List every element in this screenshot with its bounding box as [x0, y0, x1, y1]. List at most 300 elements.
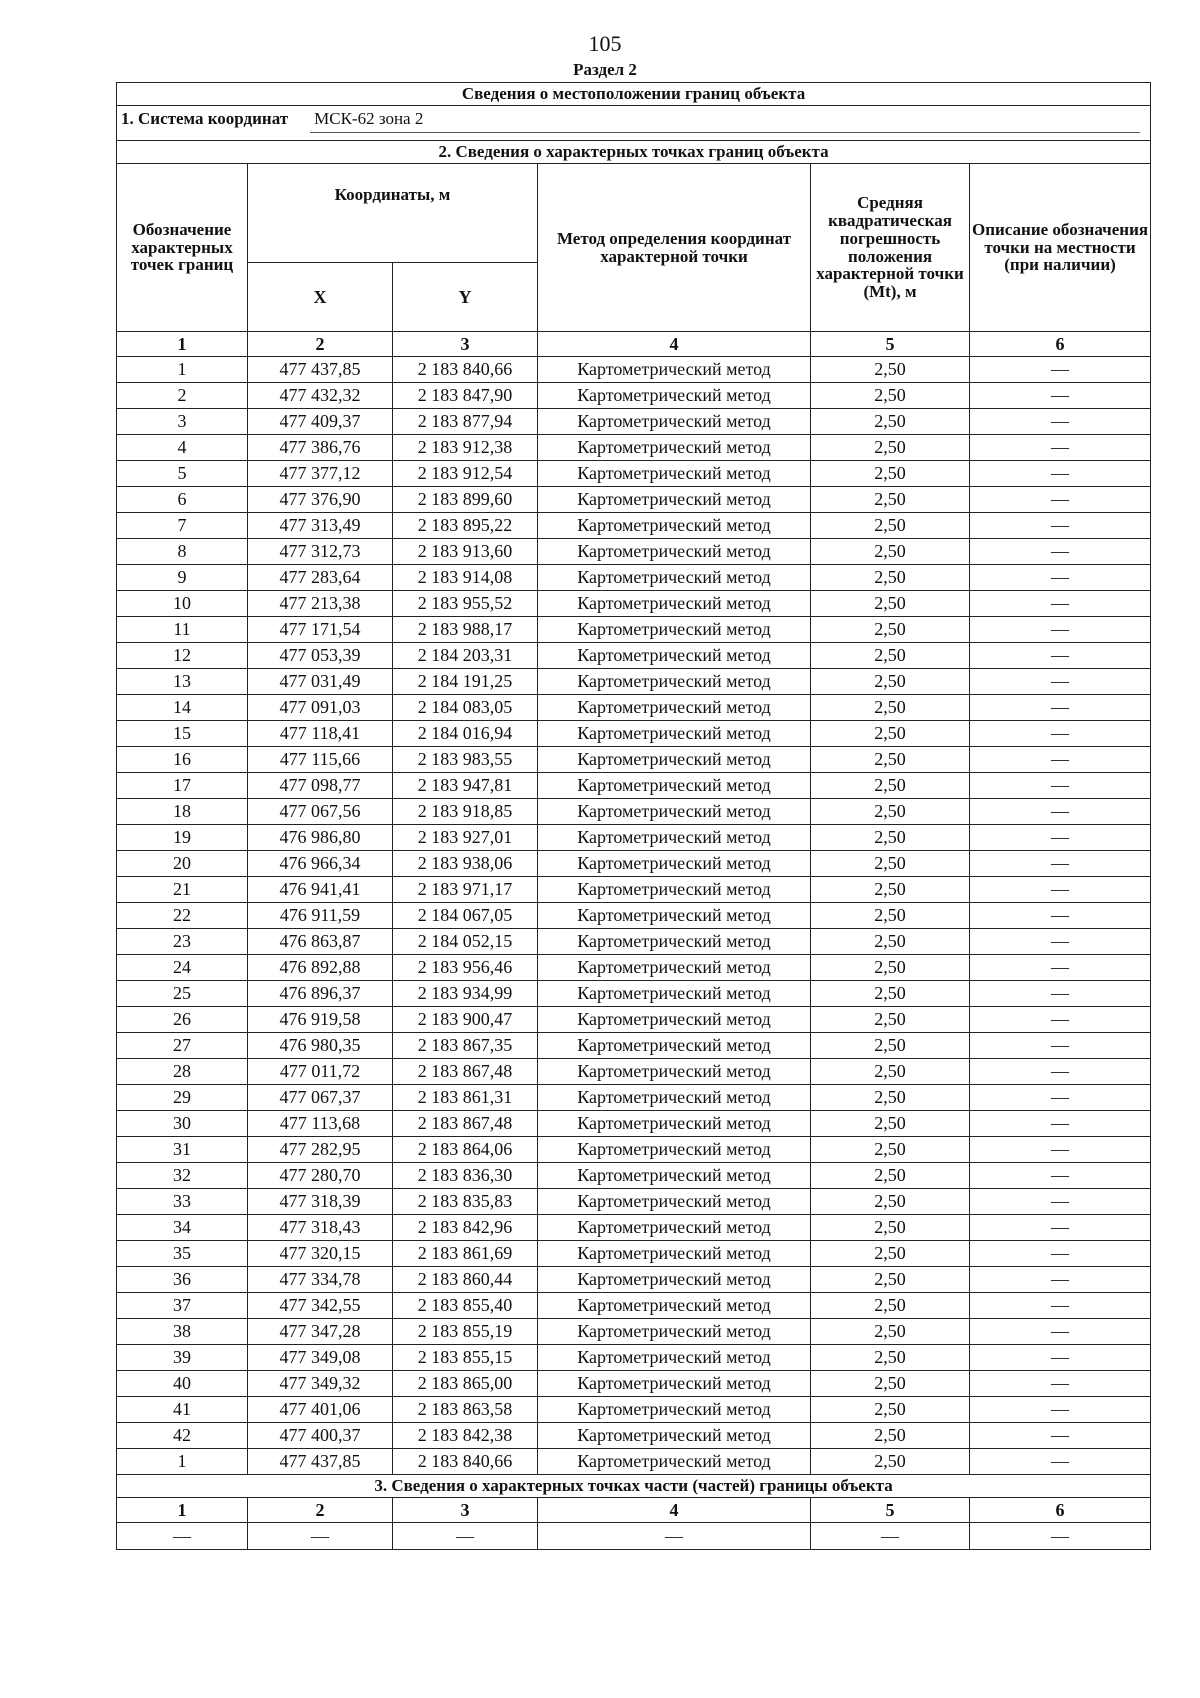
method-cell: Картометрический метод — [538, 435, 811, 461]
point-number-cell: 6 — [117, 487, 248, 513]
y-coordinate-cell: 2 183 836,30 — [393, 1163, 538, 1189]
method-cell: Картометрический метод — [538, 487, 811, 513]
description-cell: — — [970, 877, 1151, 903]
accuracy-cell: 2,50 — [811, 955, 970, 981]
accuracy-cell: 2,50 — [811, 1007, 970, 1033]
description-cell: — — [970, 981, 1151, 1007]
description-cell: — — [970, 383, 1151, 409]
description-cell: — — [970, 1267, 1151, 1293]
table-row — [117, 1137, 1151, 1163]
table-row — [117, 513, 1151, 539]
x-coordinate-cell: 477 053,39 — [248, 643, 393, 669]
parts-column-number-row — [117, 1498, 1151, 1523]
header-y: Y — [393, 263, 538, 332]
point-number-cell: 5 — [117, 461, 248, 487]
description-cell: — — [970, 1137, 1151, 1163]
y-coordinate-cell: 2 183 867,48 — [393, 1059, 538, 1085]
x-coordinate-cell: 477 318,43 — [248, 1215, 393, 1241]
x-coordinate-cell: 477 113,68 — [248, 1111, 393, 1137]
coord-system-label: 1. Система координат — [121, 109, 289, 128]
y-coordinate-cell: 2 183 912,38 — [393, 435, 538, 461]
point-number-cell: 25 — [117, 981, 248, 1007]
x-coordinate-cell: 477 376,90 — [248, 487, 393, 513]
x-coordinate-cell: 476 863,87 — [248, 929, 393, 955]
y-coordinate-cell: 2 183 865,00 — [393, 1371, 538, 1397]
table-row — [117, 487, 1151, 513]
table-row — [117, 1449, 1151, 1475]
method-cell: Картометрический метод — [538, 617, 811, 643]
table-row — [117, 1371, 1151, 1397]
description-cell: — — [970, 695, 1151, 721]
table-row — [117, 825, 1151, 851]
column-number: 2 — [248, 332, 393, 357]
coord-system-row — [117, 106, 1151, 141]
method-cell: Картометрический метод — [538, 1241, 811, 1267]
table-row — [117, 747, 1151, 773]
description-cell: — — [970, 747, 1151, 773]
point-number-cell: 41 — [117, 1397, 248, 1423]
description-cell: — — [970, 643, 1151, 669]
table-row — [117, 1241, 1151, 1267]
point-number-cell: 26 — [117, 1007, 248, 1033]
method-cell: Картометрический метод — [538, 1137, 811, 1163]
y-coordinate-cell: 2 183 899,60 — [393, 487, 538, 513]
table-row — [117, 435, 1151, 461]
table-row — [117, 1319, 1151, 1345]
description-cell: — — [970, 1007, 1151, 1033]
empty-cell: — — [393, 1523, 538, 1550]
y-coordinate-cell: 2 183 983,55 — [393, 747, 538, 773]
method-cell: Картометрический метод — [538, 1033, 811, 1059]
y-coordinate-cell: 2 184 191,25 — [393, 669, 538, 695]
description-cell: — — [970, 773, 1151, 799]
description-cell: — — [970, 1241, 1151, 1267]
x-coordinate-cell: 477 115,66 — [248, 747, 393, 773]
table-row — [117, 773, 1151, 799]
point-number-cell: 31 — [117, 1137, 248, 1163]
method-cell: Картометрический метод — [538, 851, 811, 877]
description-cell: — — [970, 721, 1151, 747]
description-cell: — — [970, 1397, 1151, 1423]
x-coordinate-cell: 477 432,32 — [248, 383, 393, 409]
table-row — [117, 1345, 1151, 1371]
y-coordinate-cell: 2 183 855,15 — [393, 1345, 538, 1371]
x-coordinate-cell: 477 091,03 — [248, 695, 393, 721]
description-cell: — — [970, 1449, 1151, 1475]
method-cell: Картометрический метод — [538, 1059, 811, 1085]
accuracy-cell: 2,50 — [811, 487, 970, 513]
table-row — [117, 1189, 1151, 1215]
table-row — [117, 383, 1151, 409]
method-cell: Картометрический метод — [538, 669, 811, 695]
point-number-cell: 15 — [117, 721, 248, 747]
method-cell: Картометрический метод — [538, 383, 811, 409]
point-number-cell: 14 — [117, 695, 248, 721]
point-number-cell: 10 — [117, 591, 248, 617]
point-number-cell: 13 — [117, 669, 248, 695]
y-coordinate-cell: 2 183 918,85 — [393, 799, 538, 825]
x-coordinate-cell: 477 400,37 — [248, 1423, 393, 1449]
y-coordinate-cell: 2 183 863,58 — [393, 1397, 538, 1423]
table-row — [117, 695, 1151, 721]
boundary-table — [116, 82, 1151, 1550]
method-cell: Картометрический метод — [538, 747, 811, 773]
x-coordinate-cell: 477 031,49 — [248, 669, 393, 695]
empty-cell: — — [811, 1523, 970, 1550]
accuracy-cell: 2,50 — [811, 539, 970, 565]
table-row — [117, 1033, 1151, 1059]
x-coordinate-cell: 476 911,59 — [248, 903, 393, 929]
x-coordinate-cell: 477 377,12 — [248, 461, 393, 487]
empty-cell: — — [248, 1523, 393, 1550]
method-cell: Картометрический метод — [538, 721, 811, 747]
description-cell: — — [970, 1163, 1151, 1189]
accuracy-cell: 2,50 — [811, 1059, 970, 1085]
accuracy-cell: 2,50 — [811, 1345, 970, 1371]
point-number-cell: 22 — [117, 903, 248, 929]
point-number-cell: 11 — [117, 617, 248, 643]
point-number-cell: 19 — [117, 825, 248, 851]
table-row — [117, 643, 1151, 669]
y-coordinate-cell: 2 183 956,46 — [393, 955, 538, 981]
method-cell: Картометрический метод — [538, 877, 811, 903]
y-coordinate-cell: 2 184 016,94 — [393, 721, 538, 747]
description-cell: — — [970, 1033, 1151, 1059]
column-number: 1 — [117, 332, 248, 357]
x-coordinate-cell: 477 313,49 — [248, 513, 393, 539]
method-cell: Картометрический метод — [538, 1189, 811, 1215]
accuracy-cell: 2,50 — [811, 825, 970, 851]
x-coordinate-cell: 476 919,58 — [248, 1007, 393, 1033]
x-coordinate-cell: 477 409,37 — [248, 409, 393, 435]
point-number-cell: 27 — [117, 1033, 248, 1059]
table-row — [117, 1397, 1151, 1423]
table-row — [117, 981, 1151, 1007]
point-number-cell: 16 — [117, 747, 248, 773]
table-row — [117, 903, 1151, 929]
x-coordinate-cell: 477 280,70 — [248, 1163, 393, 1189]
accuracy-cell: 2,50 — [811, 1423, 970, 1449]
x-coordinate-cell: 477 283,64 — [248, 565, 393, 591]
y-coordinate-cell: 2 183 913,60 — [393, 539, 538, 565]
x-coordinate-cell: 476 896,37 — [248, 981, 393, 1007]
description-cell: — — [970, 1319, 1151, 1345]
y-coordinate-cell: 2 183 855,19 — [393, 1319, 538, 1345]
point-number-cell: 2 — [117, 383, 248, 409]
accuracy-cell: 2,50 — [811, 695, 970, 721]
accuracy-cell: 2,50 — [811, 617, 970, 643]
method-cell: Картометрический метод — [538, 929, 811, 955]
table-row — [117, 1059, 1151, 1085]
y-coordinate-cell: 2 183 855,40 — [393, 1293, 538, 1319]
point-number-cell: 18 — [117, 799, 248, 825]
column-number: 5 — [811, 1498, 970, 1523]
table-row — [117, 929, 1151, 955]
y-coordinate-cell: 2 183 867,35 — [393, 1033, 538, 1059]
table-row — [117, 799, 1151, 825]
point-number-cell: 8 — [117, 539, 248, 565]
accuracy-cell: 2,50 — [811, 1085, 970, 1111]
description-cell: — — [970, 513, 1151, 539]
x-coordinate-cell: 477 347,28 — [248, 1319, 393, 1345]
column-number: 5 — [811, 332, 970, 357]
y-coordinate-cell: 2 183 877,94 — [393, 409, 538, 435]
description-cell: — — [970, 1423, 1151, 1449]
header-accuracy: Средняя квадратическая погрешность положения характерной точки (Mt), м — [811, 164, 970, 332]
parts-heading: 3. Сведения о характерных точках части (частей) границы объекта — [117, 1475, 1151, 1498]
accuracy-cell: 2,50 — [811, 1241, 970, 1267]
method-cell: Картометрический метод — [538, 357, 811, 383]
x-coordinate-cell: 477 349,08 — [248, 1345, 393, 1371]
point-number-cell: 21 — [117, 877, 248, 903]
table-row — [117, 877, 1151, 903]
x-coordinate-cell: 476 986,80 — [248, 825, 393, 851]
point-number-cell: 1 — [117, 1449, 248, 1475]
accuracy-cell: 2,50 — [811, 1371, 970, 1397]
description-cell: — — [970, 1371, 1151, 1397]
x-coordinate-cell: 477 401,06 — [248, 1397, 393, 1423]
point-number-cell: 29 — [117, 1085, 248, 1111]
method-cell: Картометрический метод — [538, 1397, 811, 1423]
point-number-cell: 32 — [117, 1163, 248, 1189]
x-coordinate-cell: 477 437,85 — [248, 1449, 393, 1475]
accuracy-cell: 2,50 — [811, 851, 970, 877]
x-coordinate-cell: 476 980,35 — [248, 1033, 393, 1059]
x-coordinate-cell: 477 098,77 — [248, 773, 393, 799]
description-cell: — — [970, 357, 1151, 383]
table-row — [117, 461, 1151, 487]
method-cell: Картометрический метод — [538, 773, 811, 799]
x-coordinate-cell: 477 320,15 — [248, 1241, 393, 1267]
x-coordinate-cell: 477 437,85 — [248, 357, 393, 383]
y-coordinate-cell: 2 184 203,31 — [393, 643, 538, 669]
y-coordinate-cell: 2 183 840,66 — [393, 357, 538, 383]
y-coordinate-cell: 2 184 052,15 — [393, 929, 538, 955]
y-coordinate-cell: 2 183 842,96 — [393, 1215, 538, 1241]
accuracy-cell: 2,50 — [811, 903, 970, 929]
column-number: 4 — [538, 332, 811, 357]
column-number: 1 — [117, 1498, 248, 1523]
y-coordinate-cell: 2 183 927,01 — [393, 825, 538, 851]
table-row — [117, 591, 1151, 617]
table-row — [117, 851, 1151, 877]
point-number-cell: 40 — [117, 1371, 248, 1397]
description-cell: — — [970, 851, 1151, 877]
column-number: 4 — [538, 1498, 811, 1523]
coord-system-value: МСК-62 зона 2 — [310, 110, 1140, 133]
table-row — [117, 1267, 1151, 1293]
table-row — [117, 1163, 1151, 1189]
accuracy-cell: 2,50 — [811, 747, 970, 773]
method-cell: Картометрический метод — [538, 955, 811, 981]
description-cell: — — [970, 903, 1151, 929]
accuracy-cell: 2,50 — [811, 1319, 970, 1345]
method-cell: Картометрический метод — [538, 461, 811, 487]
description-cell: — — [970, 1059, 1151, 1085]
x-coordinate-cell: 477 011,72 — [248, 1059, 393, 1085]
description-cell: — — [970, 487, 1151, 513]
accuracy-cell: 2,50 — [811, 1397, 970, 1423]
accuracy-cell: 2,50 — [811, 1449, 970, 1475]
y-coordinate-cell: 2 183 900,47 — [393, 1007, 538, 1033]
y-coordinate-cell: 2 184 067,05 — [393, 903, 538, 929]
description-cell: — — [970, 825, 1151, 851]
description-cell: — — [970, 1345, 1151, 1371]
point-number-cell: 17 — [117, 773, 248, 799]
y-coordinate-cell: 2 183 840,66 — [393, 1449, 538, 1475]
parts-empty-row — [117, 1523, 1151, 1550]
method-cell: Картометрический метод — [538, 799, 811, 825]
empty-cell: — — [970, 1523, 1151, 1550]
accuracy-cell: 2,50 — [811, 383, 970, 409]
method-cell: Картометрический метод — [538, 1371, 811, 1397]
method-cell: Картометрический метод — [538, 1163, 811, 1189]
accuracy-cell: 2,50 — [811, 591, 970, 617]
y-coordinate-cell: 2 184 083,05 — [393, 695, 538, 721]
accuracy-cell: 2,50 — [811, 435, 970, 461]
x-coordinate-cell: 476 966,34 — [248, 851, 393, 877]
accuracy-cell: 2,50 — [811, 409, 970, 435]
column-number: 6 — [970, 332, 1151, 357]
table-row — [117, 617, 1151, 643]
table-row — [117, 1423, 1151, 1449]
description-cell: — — [970, 669, 1151, 695]
method-cell: Картометрический метод — [538, 1293, 811, 1319]
table-row — [117, 721, 1151, 747]
x-coordinate-cell: 477 213,38 — [248, 591, 393, 617]
table-row — [117, 1007, 1151, 1033]
column-number-row — [117, 332, 1151, 357]
accuracy-cell: 2,50 — [811, 565, 970, 591]
description-cell: — — [970, 435, 1151, 461]
y-coordinate-cell: 2 183 860,44 — [393, 1267, 538, 1293]
y-coordinate-cell: 2 183 835,83 — [393, 1189, 538, 1215]
method-cell: Картометрический метод — [538, 1449, 811, 1475]
accuracy-cell: 2,50 — [811, 1111, 970, 1137]
table-row — [117, 1111, 1151, 1137]
method-cell: Картометрический метод — [538, 409, 811, 435]
point-number-cell: 35 — [117, 1241, 248, 1267]
table-row — [117, 1215, 1151, 1241]
x-coordinate-cell: 476 941,41 — [248, 877, 393, 903]
accuracy-cell: 2,50 — [811, 461, 970, 487]
method-cell: Картометрический метод — [538, 643, 811, 669]
y-coordinate-cell: 2 183 912,54 — [393, 461, 538, 487]
method-cell: Картометрический метод — [538, 903, 811, 929]
y-coordinate-cell: 2 183 861,31 — [393, 1085, 538, 1111]
point-number-cell: 4 — [117, 435, 248, 461]
point-number-cell: 7 — [117, 513, 248, 539]
accuracy-cell: 2,50 — [811, 357, 970, 383]
points-heading: 2. Сведения о характерных точках границ объекта — [117, 141, 1151, 164]
accuracy-cell: 2,50 — [811, 721, 970, 747]
method-cell: Картометрический метод — [538, 1319, 811, 1345]
method-cell: Картометрический метод — [538, 565, 811, 591]
description-cell: — — [970, 591, 1151, 617]
description-cell: — — [970, 799, 1151, 825]
description-cell: — — [970, 1085, 1151, 1111]
accuracy-cell: 2,50 — [811, 643, 970, 669]
method-cell: Картометрический метод — [538, 513, 811, 539]
method-cell: Картометрический метод — [538, 1215, 811, 1241]
x-coordinate-cell: 477 386,76 — [248, 435, 393, 461]
description-cell: — — [970, 461, 1151, 487]
section-label: Раздел 2 — [573, 60, 637, 79]
method-cell: Картометрический метод — [538, 1345, 811, 1371]
accuracy-cell: 2,50 — [811, 1033, 970, 1059]
y-coordinate-cell: 2 183 914,08 — [393, 565, 538, 591]
method-cell: Картометрический метод — [538, 1423, 811, 1449]
description-cell: — — [970, 1189, 1151, 1215]
table-row — [117, 955, 1151, 981]
point-number-cell: 33 — [117, 1189, 248, 1215]
accuracy-cell: 2,50 — [811, 669, 970, 695]
method-cell: Картометрический метод — [538, 1007, 811, 1033]
accuracy-cell: 2,50 — [811, 1189, 970, 1215]
description-cell: — — [970, 409, 1151, 435]
point-number-cell: 38 — [117, 1319, 248, 1345]
page-number: 105 — [588, 31, 622, 56]
header-method: Метод определения координат характерной точки — [538, 164, 811, 332]
y-coordinate-cell: 2 183 947,81 — [393, 773, 538, 799]
y-coordinate-cell: 2 183 842,38 — [393, 1423, 538, 1449]
accuracy-cell: 2,50 — [811, 929, 970, 955]
description-cell: — — [970, 1215, 1151, 1241]
header-point-designation: Обозначение характерных точек границ — [117, 164, 248, 332]
accuracy-cell: 2,50 — [811, 1163, 970, 1189]
table-row — [117, 565, 1151, 591]
point-number-cell: 37 — [117, 1293, 248, 1319]
point-number-cell: 12 — [117, 643, 248, 669]
x-coordinate-cell: 477 067,56 — [248, 799, 393, 825]
y-coordinate-cell: 2 183 988,17 — [393, 617, 538, 643]
point-number-cell: 20 — [117, 851, 248, 877]
x-coordinate-cell: 477 349,32 — [248, 1371, 393, 1397]
y-coordinate-cell: 2 183 861,69 — [393, 1241, 538, 1267]
y-coordinate-cell: 2 183 867,48 — [393, 1111, 538, 1137]
description-cell: — — [970, 565, 1151, 591]
x-coordinate-cell: 477 334,78 — [248, 1267, 393, 1293]
point-number-cell: 30 — [117, 1111, 248, 1137]
accuracy-cell: 2,50 — [811, 773, 970, 799]
accuracy-cell: 2,50 — [811, 877, 970, 903]
column-number: 2 — [248, 1498, 393, 1523]
point-number-cell: 1 — [117, 357, 248, 383]
x-coordinate-cell: 477 312,73 — [248, 539, 393, 565]
method-cell: Картометрический метод — [538, 1111, 811, 1137]
header-description: Описание обозначения точки на местности (при наличии) — [970, 164, 1151, 332]
accuracy-cell: 2,50 — [811, 981, 970, 1007]
table-row — [117, 357, 1151, 383]
header-x: X — [248, 263, 393, 332]
x-coordinate-cell: 477 318,39 — [248, 1189, 393, 1215]
accuracy-cell: 2,50 — [811, 513, 970, 539]
description-cell: — — [970, 929, 1151, 955]
column-number: 6 — [970, 1498, 1151, 1523]
empty-cell: — — [117, 1523, 248, 1550]
point-number-cell: 9 — [117, 565, 248, 591]
method-cell: Картометрический метод — [538, 591, 811, 617]
description-cell: — — [970, 617, 1151, 643]
description-cell: — — [970, 1293, 1151, 1319]
empty-cell: — — [538, 1523, 811, 1550]
point-number-cell: 23 — [117, 929, 248, 955]
method-cell: Картометрический метод — [538, 1085, 811, 1111]
column-number: 3 — [393, 1498, 538, 1523]
method-cell: Картометрический метод — [538, 825, 811, 851]
accuracy-cell: 2,50 — [811, 1267, 970, 1293]
point-number-cell: 34 — [117, 1215, 248, 1241]
